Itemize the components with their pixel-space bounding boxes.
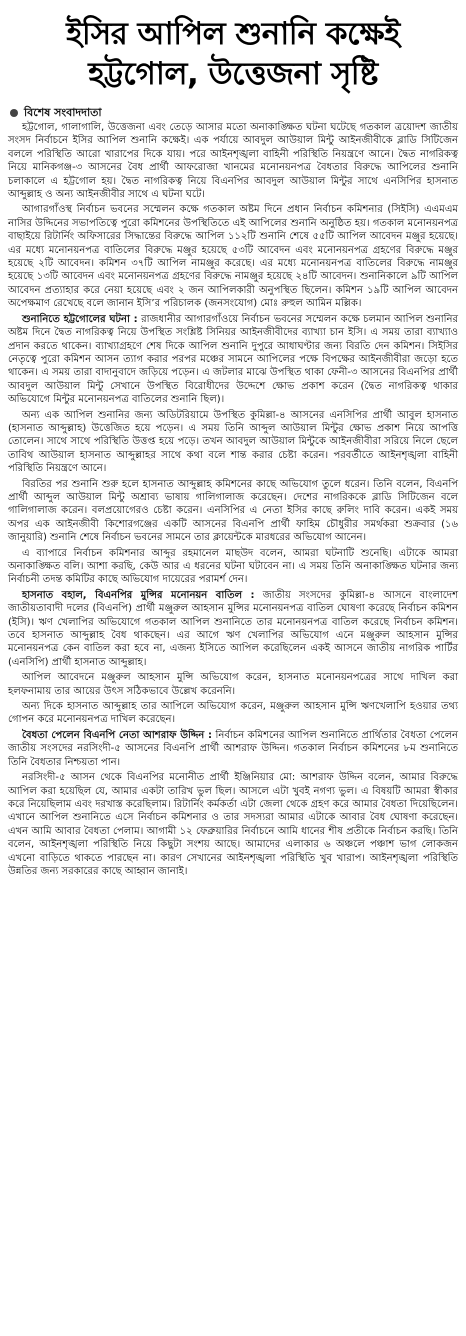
paragraph	[8, 547, 458, 587]
paragraph	[8, 729, 458, 769]
paragraph	[8, 478, 458, 545]
paragraph-text: অন্য এক আপিল শুনানির জন্য অডিটরিয়ামে উপস্থিত কুমিল্লা-৪ আসনের এনসিপির প্রার্থী আবুল হাসনাত (হাসনাত আব্দুল্লাহ) উত্তেজিত হয়ে পড়েন। এ সময় তিনি আব্দুল আউয়াল মিন্টুর ক্ষোভ প্রকাশ নিয়ে আপত্তি তোলেন। সাথে সাথে পরিস্থিতি উত্তপ্ত হয়ে পড়ে। তখন আবদুল আউয়াল মিন্টুকে আইনজীবীরা সরিয়ে নিলে ছেলে তাবিথ আউয়াল হাসনাত আব্দুল্লাহর সাথে কথা বলে শান্ত করার চেষ্টা করেন। পরবর্তীতে আইনশৃঙ্খলা বাহিনী পরিস্থিতি নিয়ন্ত্রণে আনে।	[8, 409, 458, 475]
paragraph-text: বিরতির পর শুনানি শুরু হলে হাসনাত আব্দুল্লাহ কমিশনের কাছে অভিযোগ তুলে ধরেন। তিনি বলেন, বিএনপি প্রার্থী আব্দুল আউয়াল মিন্টু অশ্রাব্য ভাষায় গালিগালাজ করেছেন। দেশের নাগরিককে ব্লাডি সিটিজেন বলে গালিগালাজ করেন। বলপ্রয়োগেরও চেষ্টা করেন। এনসিপির এ নেতা ইসির কাছে রুলিং দাবি করেন। একই সময় অপর এক আইনজীবী কিশোরগঞ্জের একটি আসনের বিএনপি প্রার্থী ফাহিম চৌধুরীর সমর্থকরা শুক্রবার (১৬ জানুয়ারি) শুনানি শেষে নির্বাচন ভবনের সামনে তার ক্লায়েন্টকে মারধরের অভিযোগ আনেন।	[8, 478, 458, 544]
paragraph-text: আপিল আবেদনে মঞ্জুরুল আহসান মুন্সি অভিযোগ করেন, হাসনাত মনোনয়নপত্রের সাথে দাখিল করা হলফনামায় তার আয়ের উৎস সঠিকভাবে উল্লেখ করেননি।	[8, 672, 458, 697]
byline-text: বিশেষ সংবাদদাতা	[24, 106, 102, 119]
byline	[10, 106, 458, 119]
paragraph-text: অন্য দিকে হাসনাত আব্দুল্লাহ তার আপিলে অভিযোগ করেন, মঞ্জুরুল আহসান মুন্সি ঋণখেলাপি হওয়ার তথ্য গোপন করে মনোনয়নপত্র দাখিল করেছেন।	[8, 701, 458, 726]
paragraph	[8, 589, 458, 669]
paragraph	[8, 409, 458, 476]
paragraph	[8, 313, 458, 407]
paragraph	[8, 121, 458, 201]
subhead: শুনানিতে হট্টগোলের ঘটনা :	[22, 313, 138, 325]
paragraph-text: আগারগাঁওস্থ নির্বাচন ভবনের সম্মেলন কক্ষে গতকাল অষ্টম দিনে প্রধান নির্বাচন কমিশনার (সিইসি) এএমএম নাসির উদ্দিনের সভাপতিত্বে পুরো কমিশনের উপস্থিতিতে এই আপিলের শুনানি অনুষ্ঠিত হয়। গতকাল মনোনয়নপত্র বাছাইয়ে রিটার্নিং অফিসারের সিদ্ধান্তের বিরুদ্ধে আপিল ১১২টি শুনানি শেষে ৫৫টি আপিল আবেদন মঞ্জুর হয়েছে। এর মধ্যে মনোনয়নপত্র বাতিলের বিরুদ্ধে মঞ্জুর হয়েছে ৫৩টি আবেদন এবং মনোনয়নপত্র গ্রহণের বিরুদ্ধে মঞ্জুর হয়েছে ২টি আবেদন। কমিশন ৩৭টি আপিল নামঞ্জুর করেছে। এর মধ্যে মনোনয়নপত্র বাতিলের বিরুদ্ধে নামঞ্জুর হয়েছে ১৩টি আবেদন এবং মনোনয়নপত্র গ্রহণের বিরুদ্ধে নামঞ্জুর হয়েছে ২৪টি আবেদন। শুনানিকালে ৯টি আপিল আবেদন প্রত্যাহার করে নেয়া হয়েছে এবং ২ জন আপিলকারী অনুপস্থিত ছিলেন। কমিশন ১৯টি আপিল আবেদন অপেক্ষমাণ রেখেছে বলে জানান ইসি’র পরিচালক (জনসংযোগ) মোঃ রুহুল আমিন মল্লিক।	[8, 204, 458, 310]
paragraph	[8, 671, 458, 698]
bullet-icon	[10, 109, 18, 117]
paragraph-text: নরসিংদী-৫ আসন থেকে বিএনপির মনোনীত প্রার্থী ইঞ্জিনিয়ার মো: আশরাফ উদ্দিন বলেন, আমার বিরুদ্ধে আপিল করা হয়েছিল যে, আমার একটা তারিখ ভুল ছিল। আসলে এটা খুবই নগণ্য ভুল। এ বিষয়টি আমরা স্বীকার করে নিয়েছিলাম এবং দরখাস্ত করেছিলাম। রিটার্নিং কর্মকর্তা এটা জেলা থেকে গ্রহণ করে আমার বৈধতা দিয়েছিলেন। এখানে আপিল শুনানিতে এসে নির্বাচন কমিশনার ও তার সদস্যরা আমার এটাকে আবার বৈধ ঘোষণা করেছেন। এখন আমি আবার বৈধতা পেলাম। আগামী ১২ ফেব্রুয়ারির নির্বাচনে আমি ধানের শীষ প্রতীকে নির্বাচন করছি। তিনি বলেন, আইনশৃঙ্খলা পরিস্থিতি নিয়ে কিছুটা সংশয় আছে। আমাদের এলাকার ৬ অঞ্চলে পঞ্চাশ ভাগ লোকজন এখনো বাড়িতে থাকতে পারছেন না। কারণ সেখানের আইনশৃঙ্খলা পরিস্থিতি খুব খারাপ। আইনশৃঙ্খলা পরিস্থিতি উন্নতির জন্য সরকারের কাছে আহ্বান জানাই।	[8, 772, 458, 877]
paragraph	[8, 771, 458, 878]
paragraph-text: জাতীয় সংসদের কুমিল্লা-৪ আসনে বাংলাদেশ জাতীয়তাবাদী দলের (বিএনপি) প্রার্থী মঞ্জুরুল আহসান মুন্সির মনোনয়নপত্র বাতিল ঘোষণা করেছে নির্বাচন কমিশন (ইসি)। ঋণ খেলাপির অভিযোগে গতকাল আপিল শুনানিতে তার মনোনয়নপত্র বাতিল করেছে নির্বাচন কমিশন। তবে হাসনাত আব্দুল্লাহ বৈধ থাকছেন। এর আগে ঋণ খেলাপির অভিযোগ এনে মঞ্জুরুল আহসান মুন্সির মনোনয়নপত্র কেন বাতিল করা হবে না, এজন্য ইসিতে আপিল করেছিলেন একই আসনে জাতীয় নাগরিক পার্টির (এনসিপি) প্রার্থী হাসনাত আব্দুল্লাহ।	[8, 589, 458, 668]
subhead: হাসনাত বহাল, বিএনপির মুন্সির মনোনয়ন বাতিল :	[22, 589, 255, 601]
paragraph-text: এ ব্যাপারে নির্বাচন কমিশনার আব্দুর রহমানেল মাছউদ বলেন, আমরা ঘটনাটি শুনেছি। এটাকে আমরা অনাকাঙ্ক্ষিত বলি। আশা করছি, কেউ আর এ ধরনের ঘটনা ঘটাবেন না। এ সময় তিনি অনাকাঙ্ক্ষিত ঘটনার জন্য নির্বাচনী তদন্ত কমিটির কাছে অভিযোগ দায়েরের পরামর্শ দেন।	[8, 547, 458, 586]
article-body	[8, 121, 458, 878]
paragraph-text: নির্বাচন কমিশনের আপিল শুনানিতে প্রার্থিতার বৈধতা পেলেন জাতীয় সংসদের নরসিংদী-৫ আসনের বিএনপি প্রার্থী আশরাফ উদ্দিন। গতকাল নির্বাচন কমিশনের ৮ম শুনানিতে তিনি বৈধতার নিশ্চয়তা পান।	[8, 729, 458, 768]
paragraph-text: হট্টগোল, গালাগালি, উত্তেজনা এবং তেড়ে আসার মতো অনাকাঙ্ক্ষিত ঘটনা ঘটেছে গতকাল ত্রয়োদশ জাতীয় সংসদ নির্বাচনে ইসির আপিল শুনানি কক্ষেই। এক পর্যায়ে আবদুল আউয়াল মিন্টু আইনজীবীকে ব্লাডি সিটিজেন বললে পরিস্থিতি আরো খারাপের দিকে যায়। পরে আইনশৃঙ্খলা বাহিনী পরিস্থিতি নিয়ন্ত্রণে আনে। দ্বৈত নাগরিকত্ব নিয়ে মানিকগঞ্জ-৩ আসনের বৈধ প্রার্থী আফরোজা খানমের মনোনয়নপত্র বৈধতার বিরুদ্ধে আপিলের শুনানি চলাকালে এ হট্টগোল হয়। দ্বৈত নাগরিকত্ব নিয়ে বিএনপির আবদুল আউয়াল মিন্টুর সাথে এনসিপির হাসনাত আব্দুল্লাহ ও অন্য আইনজীবীর সাথে এ ঘটনা ঘটে।	[8, 122, 458, 201]
paragraph-text: রাজধানীর আগারগাঁওয়ে নির্বাচন ভবনের সম্মেলন কক্ষে চলমান আপিল শুনানির অষ্টম দিনে দ্বৈত নাগরিকত্ব নিয়ে উপস্থিত সংশ্লিষ্ট সিনিয়র আইনজীবীদের ব্যাখ্যা চান ইসি। এ সময় তারা ব্যাখ্যাও প্রদান করতে থাকেন। ব্যাখ্যাগ্রহণে শেষ দিকে আপিল শুনানি দুপুরে আধাঘণ্টার জন্য বিরতি দেন কমিশন। সিইসির নেতৃত্বে পুরো কমিশন আসন ত্যাগ করার পরপর মঞ্চের সামনে আপিলের পক্ষে বিপক্ষের আইনজীবীরা জড়ো হতে থাকেন। এ সময় তারা বাদানুবাদে জড়িয়ে পড়েন। এ জটলার মাঝে উপস্থিত থাকা ফেনী-৩ আসনের বিএনপির প্রার্থী আবদুল আউয়াল মিন্টু সেখানে উপস্থিত বিরোধীদের উদ্দেশে ক্ষোভ প্রকাশ করেন (দ্বৈত নাগরিকত্ব থাকার অভিযোগে মিন্টুর মনোনয়নপত্র বাতিলের শুনানি ছিল)।	[8, 313, 458, 406]
subhead: বৈধতা পেলেন বিএনপি নেতা আশরাফ উদ্দিন :	[22, 729, 213, 741]
headline	[8, 14, 458, 94]
paragraph	[8, 700, 458, 727]
paragraph	[8, 203, 458, 310]
headline-line-2: হট্টগোল, উত্তেজনা সৃষ্টি	[88, 56, 378, 92]
headline-line-1: ইসির আপিল শুনানি কক্ষেই	[66, 16, 400, 52]
